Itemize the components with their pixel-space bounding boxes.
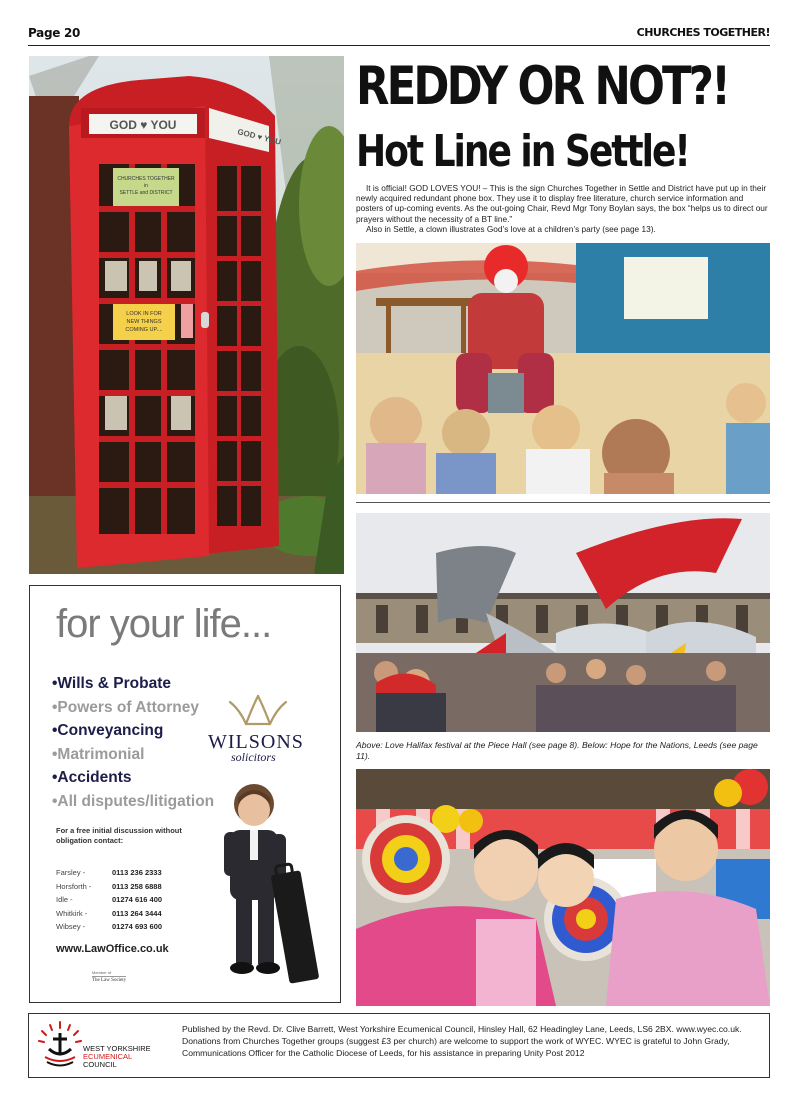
phone-box-side-sign: GOD ♥ YOU	[236, 127, 282, 147]
ad-firm-subtitle: solicitors	[231, 750, 276, 764]
section-title: CHURCHES TOGETHER!	[636, 26, 770, 39]
ad-office-row: Farsley - 0113 236 2333	[56, 868, 162, 877]
phone-box-sign: GOD ♥ YOU	[109, 118, 177, 132]
article-paragraph: It is official! GOD LOVES YOU! – This is the sign Churches Together in Settle and District have put up in their newly acquired redundant phone box. They use it to display free literature, church service information and posters of up-coming events. As the out-going Chair, Revd Mgr Tony Boylan says, the box “helps us to direct our prayers without the necessity of a BT line.”	[356, 183, 768, 224]
hope-for-nations-photo	[356, 769, 770, 1006]
wilsons-advertisement	[29, 585, 341, 1003]
svg-text:SETTLE and DISTRICT: SETTLE and DISTRICT	[119, 190, 173, 196]
ad-service-item: •Matrimonial	[52, 745, 145, 763]
svg-text:in: in	[144, 183, 148, 189]
ad-firm-name: WILSONS	[208, 731, 304, 753]
ad-office-row: Whitkirk - 0113 264 3444	[56, 908, 162, 918]
wyec-logo-icon	[35, 1019, 85, 1069]
clown-photo	[356, 243, 770, 494]
svg-text:LOOK IN FOR: LOOK IN FOR	[126, 311, 162, 317]
ad-office-row: Horsforth - 0113 258 6888	[56, 881, 162, 891]
publisher-footer	[28, 1013, 770, 1078]
article-body	[356, 183, 770, 234]
header-rule	[28, 45, 770, 46]
ad-member-of: Member of	[92, 970, 112, 975]
ad-service-item: •Conveyancing	[52, 722, 164, 739]
phone-box-photo	[29, 56, 344, 574]
wyec-name: WEST YORKSHIRE ECUMENICAL COUNCIL	[83, 1044, 151, 1070]
ad-service-item: •Accidents	[52, 769, 132, 786]
ad-office-list	[56, 866, 162, 934]
ad-service-item: •All disputes/litigation	[52, 792, 215, 810]
column-rule	[356, 502, 770, 503]
ad-office-row: Wibsey - 01274 693 600	[56, 922, 163, 931]
ad-tagline: for your life...	[56, 602, 272, 646]
boy-with-briefcase-image	[202, 782, 322, 988]
subheadline: Hot Line in Settle!	[356, 126, 689, 177]
ad-website-link[interactable]: www.LawOffice.co.uk	[56, 943, 169, 955]
headline: REDDY OR NOT?!	[356, 56, 729, 117]
ad-office-row: Idle - 01274 616 400	[56, 895, 163, 904]
photo-caption: Above: Love Halifax festival at the Piece Hall (see page 8). Below: Hope for the Nations, Leeds (see page 11).	[356, 740, 758, 761]
svg-text:CHURCHES TOGETHER: CHURCHES TOGETHER	[117, 176, 175, 182]
svg-text:NEW THINGS: NEW THINGS	[126, 319, 162, 325]
crown-logo-icon	[226, 690, 290, 728]
ad-services-list	[52, 672, 214, 813]
ad-contact-intro: For a free initial discussion without obligation contact:	[56, 826, 182, 845]
page-number: Page 20	[28, 26, 81, 40]
ad-service-item: •Wills & Probate	[52, 675, 171, 692]
ad-service-item: •Powers of Attorney	[52, 698, 199, 716]
svg-text:COMING UP....: COMING UP....	[125, 327, 163, 333]
festival-photo	[356, 513, 770, 732]
ad-law-society: The Law Society	[92, 978, 127, 983]
article-paragraph: Also in Settle, a clown illustrates God’s love at a children’s party (see page 13).	[366, 223, 656, 234]
publisher-text: Published by the Revd. Dr. Clive Barrett, West Yorkshire Ecumenical Council, Hinsley Hall, 62 Headingley Lane, Leeds, LS6 2BX. www.wyec.co.uk. Donations from Churches Together groups (suggest £3 per church) are welcome to support the work of WYEC. WYEC is grateful to John Grady, Communications Officer for the Catholic Diocese of Leeds, for his assistance in preparing Unity Post 2012	[182, 1024, 742, 1058]
